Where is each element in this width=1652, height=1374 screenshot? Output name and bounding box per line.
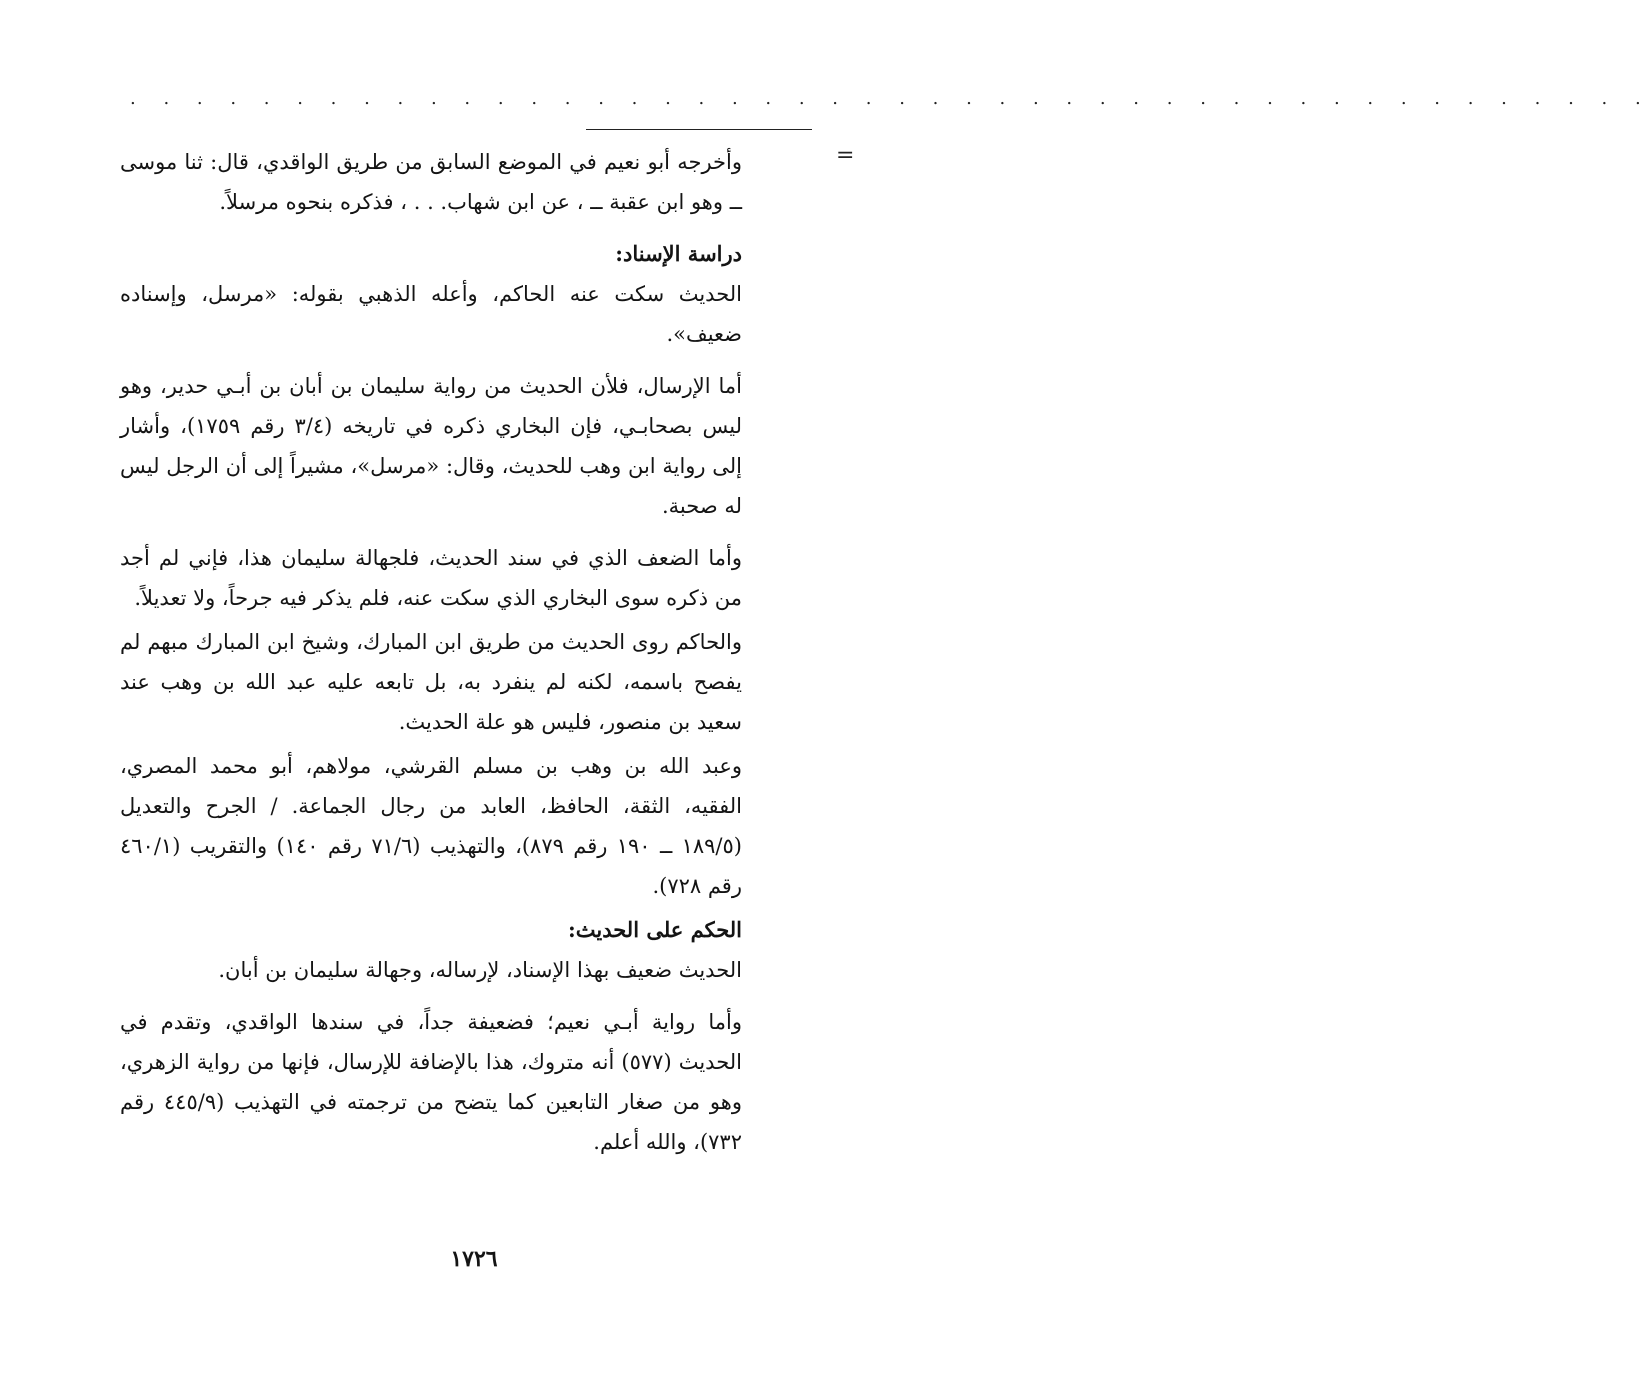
paragraph-irsal: أما الإرسال، فلأن الحديث من رواية سليمان بن أبان بن أبـي حدير، وهو ليس بصحابـي، فإن البخاري ذكره في تاريخه (٣/٤ رقم ١٧٥٩)، وأشار إلى رواية ابن وهب للحديث، وقال: «مرسل»، مشيراً إلى أن الرجل ليس له صحبة. xyxy=(120,374,742,518)
page-number: ١٧٢٦ xyxy=(450,1246,498,1272)
paragraph-abu-nuaim-narration: وأخرجه أبو نعيم في الموضع السابق من طريق الواقدي، قال: ثنا موسى ــ وهو ابن عقبة ــ ، عن ابن شهاب. . . ، فذكره بنحوه مرسلاً. xyxy=(120,150,742,214)
paragraph-weakness: وأما الضعف الذي في سند الحديث، فلجهالة سليمان هذا، فإني لم أجد من ذكره سوى البخاري الذي سكت عنه، فلم يذكر فيه جرحاً، ولا تعديلاً. xyxy=(120,546,742,610)
paragraph-hakim-ibn-mubarak: والحاكم روى الحديث من طريق ابن المبارك، وشيخ ابن المبارك مبهم لم يفصح باسمه، لكنه لم ينفرد به، بل تابعه عليه عبد الله بن وهب عند سعيد بن منصور، فليس هو علة الحديث. xyxy=(120,630,742,734)
paragraph-hakim-dhahabi: الحديث سكت عنه الحاكم، وأعله الذهبي بقوله: «مرسل، وإسناده ضعيف». xyxy=(120,282,742,346)
heading-isnad-study: دراسة الإسناد: xyxy=(615,241,742,266)
footnote-dotted-line: . . . . . . . . . . . . . . . . . . . . . . . . . . . . . . . . . . . . . . . . . . . . . . xyxy=(130,88,1652,109)
footnote-body xyxy=(120,142,742,1174)
heading-hadith-ruling: الحكم على الحديث: xyxy=(568,917,742,942)
paragraph-ruling: الحديث ضعيف بهذا الإسناد، لإرساله، وجهالة سليمان بن أبان. xyxy=(218,958,742,982)
continuation-mark: = xyxy=(836,143,855,168)
paragraph-abu-nuaim-weakness: وأما رواية أبـي نعيم؛ فضعيفة جداً، في سندها الواقدي، وتقدم في الحديث (٥٧٧) أنه متروك، هذا بالإضافة للإرسال، فإنها من رواية الزهري، وهو من صغار التابعين كما يتضح من ترجمته في التهذيب (٤٤٥/٩ رقم ٧٣٢)، والله أعلم. xyxy=(120,1010,742,1154)
paragraph-ibn-wahb-bio: وعبد الله بن وهب بن مسلم القرشي، مولاهم، أبو محمد المصري، الفقيه، الثقة، الحافظ، العابد من رجال الجماعة. / الجرح والتعديل (١٨٩/٥ ــ ١٩٠ رقم ٨٧٩)، والتهذيب (٧١/٦ رقم ١٤٠) والتقريب (٤٦٠/١ رقم ٧٢٨). xyxy=(120,754,742,898)
footnote-rule xyxy=(586,129,812,130)
